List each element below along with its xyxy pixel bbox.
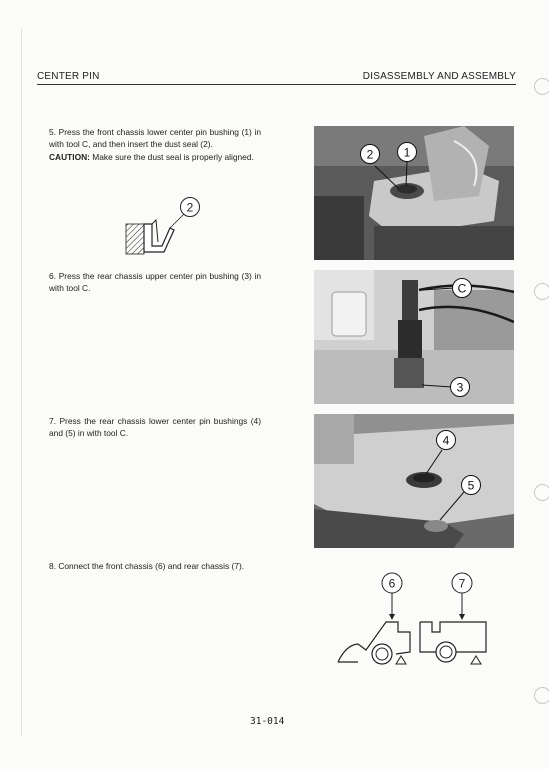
- callout-label: 2: [366, 147, 374, 162]
- callout-label: 4: [442, 433, 450, 448]
- callout-label: 6: [388, 576, 396, 591]
- section-title: CENTER PIN: [37, 71, 100, 82]
- caution-note: [49, 151, 261, 163]
- photo-rear-chassis-lower: [314, 414, 514, 548]
- callout-label: 1: [403, 145, 411, 160]
- callout-label: 2: [186, 200, 194, 215]
- binding-margin-line: [21, 28, 22, 736]
- callout-label: 5: [467, 478, 475, 493]
- callout-label: 3: [456, 380, 464, 395]
- callout-label: 7: [458, 576, 466, 591]
- photo-rear-chassis-upper: [314, 270, 514, 404]
- step-number: 8.: [49, 561, 56, 571]
- caution-text: Make sure the dust seal is properly aligned.: [92, 151, 254, 162]
- photo-front-chassis-bushing: [314, 126, 514, 260]
- step-text: Press the rear chassis lower center pin bushings (4) and (5) in with tool C.: [49, 416, 261, 439]
- step-5: [49, 126, 261, 163]
- punch-hole: [534, 78, 549, 95]
- punch-hole: [534, 687, 549, 704]
- punch-hole: [534, 283, 549, 300]
- step-8: [49, 560, 261, 572]
- chassis-connection-diagram: [336, 570, 496, 674]
- caution-label: CAUTION:: [49, 151, 90, 162]
- dust-seal-diagram: [118, 194, 208, 258]
- step-number: 6.: [49, 271, 56, 281]
- step-text: Connect the front chassis (6) and rear chassis (7).: [58, 561, 245, 571]
- punch-hole: [534, 484, 549, 501]
- page-number: 31-014: [250, 716, 285, 727]
- step-number: 5.: [49, 127, 56, 137]
- callout-label: C: [457, 281, 467, 296]
- step-text: Press the front chassis lower center pin bushing (1) in with tool C, and then insert the dust seal (2).: [49, 127, 261, 150]
- step-6: [49, 270, 261, 295]
- header-rule: [37, 84, 516, 85]
- step-number: 7.: [49, 416, 56, 426]
- step-7: [49, 415, 261, 440]
- step-text: Press the rear chassis upper center pin bushing (3) in with tool C.: [49, 271, 261, 294]
- section-subtitle: DISASSEMBLY AND ASSEMBLY: [362, 71, 516, 82]
